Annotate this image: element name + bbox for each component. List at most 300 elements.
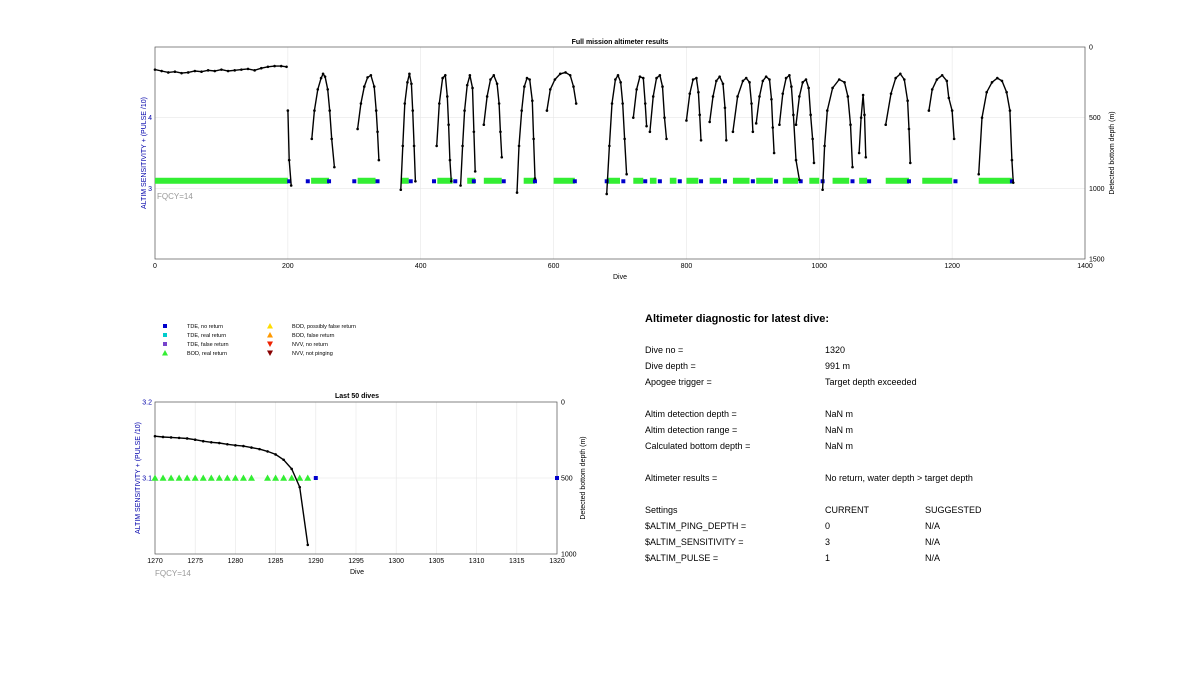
diag-label: Apogee trigger = bbox=[645, 377, 712, 387]
bottom-depth-point bbox=[194, 70, 197, 73]
settings-row-sensitivity bbox=[645, 537, 1045, 553]
x-tick-label: 1290 bbox=[308, 558, 324, 565]
tde-no-return-marker bbox=[306, 179, 310, 183]
bottom-depth-point bbox=[489, 78, 492, 81]
bottom-depth-point bbox=[266, 450, 269, 453]
bottom-depth-point bbox=[403, 102, 406, 105]
bottom-depth-point bbox=[755, 122, 758, 125]
chart1-ticks bbox=[148, 45, 1105, 271]
setting-label: $ALTIM_SENSITIVITY = bbox=[645, 537, 744, 547]
bottom-depth-point bbox=[795, 123, 798, 126]
bottom-depth-point bbox=[154, 68, 157, 71]
legend-triangle-down-icon bbox=[267, 342, 273, 348]
bottom-depth-point bbox=[858, 152, 861, 155]
bod-real-return-band bbox=[979, 178, 1012, 184]
y-left-tick-label: 3 bbox=[148, 185, 152, 193]
bod-real-return-band bbox=[484, 178, 502, 184]
bottom-depth-point bbox=[285, 65, 288, 68]
bod-real-return-band bbox=[733, 178, 750, 184]
tde-no-return-marker bbox=[555, 476, 559, 480]
legend-triangle-up-icon bbox=[267, 332, 273, 338]
bottom-depth-point bbox=[469, 74, 472, 77]
y-right-tick-label: 1000 bbox=[1089, 185, 1105, 193]
bod-real-return-band bbox=[859, 178, 867, 184]
bod-real-return-marker bbox=[152, 475, 159, 481]
bottom-depth-point bbox=[1005, 91, 1008, 94]
bottom-depth-point bbox=[792, 114, 795, 117]
bottom-depth-point bbox=[575, 102, 578, 105]
bottom-depth-point bbox=[619, 81, 622, 84]
tde-no-return-marker bbox=[502, 179, 506, 183]
bottom-depth-point bbox=[941, 74, 944, 77]
x-tick-label: 1280 bbox=[227, 558, 244, 565]
bottom-depth-point bbox=[695, 77, 698, 80]
legend-entry bbox=[267, 332, 335, 339]
bottom-depth-line bbox=[547, 72, 576, 110]
bottom-depth-line bbox=[710, 77, 727, 141]
bottom-depth-point bbox=[811, 138, 814, 141]
tde-no-return-marker bbox=[699, 179, 703, 183]
bottom-depth-point bbox=[233, 69, 236, 72]
bottom-depth-line bbox=[686, 78, 701, 140]
bottom-depth-point bbox=[174, 70, 177, 73]
chart1-ylabel-left: ALTIM SENSITIVITY + (PULSE /10) bbox=[141, 97, 148, 209]
bottom-depth-point bbox=[267, 65, 270, 68]
bottom-depth-point bbox=[946, 80, 949, 83]
bod-real-return-marker bbox=[248, 475, 255, 481]
bottom-depth-point bbox=[250, 446, 253, 449]
bottom-depth-point bbox=[838, 78, 841, 81]
bottom-depth-point bbox=[373, 85, 376, 88]
bottom-depth-line bbox=[437, 75, 452, 181]
bottom-depth-point bbox=[194, 438, 197, 441]
bottom-depth-point bbox=[762, 80, 765, 83]
diag-value: NaN m bbox=[825, 425, 854, 435]
bottom-depth-point bbox=[862, 94, 865, 97]
diag-value: NaN m bbox=[825, 441, 854, 451]
bottom-depth-point bbox=[360, 102, 363, 105]
diag-row-detection-range bbox=[645, 425, 1045, 441]
bottom-depth-point bbox=[290, 468, 293, 471]
bottom-depth-point bbox=[170, 436, 173, 439]
tde-no-return-marker bbox=[621, 179, 625, 183]
bottom-depth-point bbox=[363, 85, 366, 88]
bottom-depth-point bbox=[936, 78, 939, 81]
bottom-depth-point bbox=[644, 102, 647, 105]
tde-no-return-marker bbox=[352, 179, 356, 183]
bod-real-return-band bbox=[358, 178, 376, 184]
bottom-depth-point bbox=[953, 138, 956, 141]
settings-header-current: CURRENT bbox=[825, 505, 869, 515]
bottom-depth-line bbox=[886, 74, 911, 163]
bottom-depth-point bbox=[213, 70, 216, 73]
tde-no-return-marker bbox=[453, 179, 457, 183]
altimeter-diagnostic-panel bbox=[645, 313, 1045, 569]
bottom-depth-point bbox=[996, 77, 999, 80]
bottom-depth-point bbox=[722, 82, 725, 85]
bottom-depth-point bbox=[908, 128, 911, 131]
bottom-depth-point bbox=[498, 102, 501, 105]
bottom-depth-point bbox=[805, 78, 808, 81]
chart2-ylabel-right: Detected bottom depth (m) bbox=[580, 436, 587, 520]
bottom-depth-point bbox=[546, 109, 549, 112]
bottom-depth-point bbox=[758, 95, 761, 98]
bottom-depth-point bbox=[692, 78, 695, 81]
bottom-depth-point bbox=[718, 75, 721, 78]
bottom-depth-point bbox=[655, 77, 658, 80]
legend-svg bbox=[150, 318, 410, 368]
bottom-depth-point bbox=[449, 159, 452, 162]
bod-real-return-marker bbox=[232, 475, 239, 481]
tde-no-return-marker bbox=[723, 179, 727, 183]
y-left-tick-label: 4 bbox=[148, 115, 152, 123]
bottom-depth-point bbox=[809, 114, 812, 117]
bottom-depth-point bbox=[247, 68, 250, 71]
tde-no-return-marker bbox=[678, 179, 682, 183]
tde-no-return-marker bbox=[774, 179, 778, 183]
bottom-depth-point bbox=[486, 95, 489, 98]
bottom-depth-line bbox=[155, 436, 308, 545]
bottom-depth-line bbox=[461, 75, 476, 185]
bottom-depth-point bbox=[649, 131, 652, 134]
bottom-depth-point bbox=[788, 74, 791, 77]
setting-current: 3 bbox=[825, 537, 831, 547]
bottom-depth-point bbox=[474, 170, 477, 173]
bottom-depth-point bbox=[526, 77, 529, 80]
y-left-tick-label: 3.2 bbox=[142, 399, 152, 407]
bod-real-return-band bbox=[650, 178, 657, 184]
bottom-depth-point bbox=[466, 84, 469, 87]
bottom-depth-point bbox=[790, 85, 793, 88]
diag-value: 1320 bbox=[825, 345, 846, 355]
bottom-depth-point bbox=[771, 126, 774, 129]
bottom-depth-line bbox=[607, 75, 627, 194]
bottom-depth-point bbox=[909, 162, 912, 165]
bottom-depth-point bbox=[752, 131, 755, 134]
bod-real-return-marker bbox=[176, 475, 183, 481]
bottom-depth-point bbox=[795, 159, 798, 162]
bottom-depth-point bbox=[370, 74, 373, 77]
bod-real-return-band bbox=[155, 178, 288, 184]
x-tick-label: 0 bbox=[153, 263, 157, 270]
bottom-depth-point bbox=[298, 486, 301, 489]
bod-real-return-marker bbox=[184, 475, 191, 481]
bod-real-return-band bbox=[756, 178, 773, 184]
bottom-depth-point bbox=[461, 145, 464, 148]
bottom-depth-point bbox=[847, 95, 850, 98]
bottom-depth-point bbox=[240, 68, 243, 71]
bottom-depth-point bbox=[635, 88, 638, 91]
y-left-tick-label: 3.1 bbox=[142, 475, 152, 483]
chart2-marks bbox=[152, 435, 560, 546]
bottom-depth-point bbox=[663, 116, 666, 119]
last-50-dives-chart bbox=[0, 385, 600, 685]
bod-real-return-band bbox=[311, 178, 329, 184]
bottom-depth-point bbox=[324, 75, 327, 78]
settings-header-suggested: SUGGESTED bbox=[925, 505, 982, 515]
legend-triangle-down-icon bbox=[267, 351, 273, 357]
bottom-depth-point bbox=[863, 114, 866, 117]
bottom-depth-point bbox=[750, 102, 753, 105]
bottom-depth-point bbox=[441, 77, 444, 80]
tde-no-return-marker bbox=[573, 179, 577, 183]
bottom-depth-point bbox=[813, 162, 816, 165]
tde-no-return-marker bbox=[851, 179, 855, 183]
bottom-depth-line bbox=[756, 77, 774, 153]
legend-triangle-up-icon bbox=[267, 323, 273, 329]
bottom-depth-point bbox=[748, 81, 751, 84]
chart1-fqcy-annotation: FQCY=14 bbox=[157, 192, 193, 201]
bottom-depth-point bbox=[742, 80, 745, 83]
bod-real-return-band bbox=[922, 178, 952, 184]
bottom-depth-point bbox=[798, 95, 801, 98]
settings-header-label: Settings bbox=[645, 505, 678, 515]
bottom-depth-point bbox=[306, 544, 309, 547]
bottom-depth-point bbox=[617, 74, 620, 77]
chart1-xlabel: Dive bbox=[612, 274, 628, 281]
bottom-depth-point bbox=[725, 139, 728, 142]
tde-no-return-marker bbox=[376, 179, 380, 183]
bottom-depth-point bbox=[899, 73, 902, 76]
bottom-depth-point bbox=[981, 116, 984, 119]
bottom-depth-point bbox=[473, 131, 476, 134]
bottom-depth-point bbox=[483, 123, 486, 126]
x-tick-label: 1320 bbox=[549, 558, 565, 565]
diag-label: Calculated bottom depth = bbox=[645, 441, 751, 451]
bottom-depth-point bbox=[287, 109, 290, 112]
bottom-depth-point bbox=[621, 102, 624, 105]
bottom-depth-point bbox=[447, 123, 450, 126]
legend-entry bbox=[163, 324, 223, 330]
bottom-depth-line bbox=[484, 75, 502, 157]
bottom-depth-point bbox=[951, 109, 954, 112]
bottom-depth-point bbox=[520, 109, 523, 112]
bottom-depth-point bbox=[860, 116, 863, 119]
bottom-depth-point bbox=[399, 188, 402, 191]
bottom-depth-point bbox=[154, 435, 157, 438]
legend-entry bbox=[267, 323, 356, 330]
bottom-depth-point bbox=[242, 445, 245, 448]
bottom-depth-point bbox=[798, 179, 801, 182]
legend-square-icon bbox=[163, 324, 167, 328]
bottom-depth-point bbox=[715, 80, 718, 83]
bottom-depth-point bbox=[785, 77, 788, 80]
bottom-depth-point bbox=[843, 81, 846, 84]
bottom-depth-point bbox=[406, 81, 409, 84]
bod-real-return-band bbox=[886, 178, 909, 184]
chart1-title: Full mission altimeter results bbox=[571, 39, 669, 46]
bottom-depth-line bbox=[779, 75, 799, 180]
x-tick-label: 1300 bbox=[388, 558, 404, 565]
bottom-depth-point bbox=[450, 180, 453, 183]
bottom-depth-point bbox=[333, 166, 336, 169]
legend-square-icon bbox=[163, 333, 167, 337]
bottom-depth-point bbox=[991, 81, 994, 84]
bod-real-return-marker bbox=[208, 475, 215, 481]
bottom-depth-point bbox=[642, 77, 645, 80]
diag-label: Dive no = bbox=[645, 345, 684, 355]
bottom-depth-point bbox=[187, 71, 190, 74]
bottom-depth-line bbox=[401, 74, 416, 190]
legend-label: BOD, possibly false return bbox=[292, 324, 356, 330]
setting-suggested: N/A bbox=[925, 521, 941, 531]
x-tick-label: 1315 bbox=[509, 558, 525, 565]
bottom-depth-point bbox=[823, 145, 826, 148]
bottom-depth-point bbox=[745, 77, 748, 80]
legend-label: BOD, real return bbox=[187, 351, 228, 357]
tde-no-return-marker bbox=[867, 179, 871, 183]
bottom-depth-point bbox=[685, 119, 688, 122]
bottom-depth-point bbox=[492, 74, 495, 77]
bottom-depth-point bbox=[890, 92, 893, 95]
legend-label: NVV, no return bbox=[292, 342, 328, 348]
chart2-title: Last 50 dives bbox=[335, 393, 379, 400]
bottom-depth-point bbox=[326, 88, 329, 91]
bottom-depth-point bbox=[210, 441, 213, 444]
tde-no-return-marker bbox=[658, 179, 662, 183]
bottom-depth-point bbox=[851, 166, 854, 169]
bottom-depth-point bbox=[459, 184, 462, 187]
setting-current: 1 bbox=[825, 553, 831, 563]
tde-no-return-marker bbox=[533, 179, 537, 183]
bod-real-return-marker bbox=[200, 475, 207, 481]
bottom-depth-point bbox=[1012, 181, 1015, 184]
bottom-depth-point bbox=[614, 78, 617, 81]
bottom-depth-point bbox=[290, 184, 293, 187]
bottom-depth-point bbox=[471, 87, 474, 90]
bottom-depth-line bbox=[733, 78, 753, 132]
x-tick-label: 1400 bbox=[1077, 263, 1093, 270]
diag-row-dive-depth bbox=[645, 361, 1045, 377]
bottom-depth-point bbox=[625, 173, 628, 176]
y-right-tick-label: 500 bbox=[561, 475, 573, 483]
chart1-marks bbox=[154, 65, 1015, 196]
bottom-depth-point bbox=[523, 85, 526, 88]
bottom-depth-point bbox=[378, 159, 381, 162]
bod-real-return-band bbox=[633, 178, 643, 184]
bottom-depth-point bbox=[413, 145, 416, 148]
bottom-depth-point bbox=[736, 95, 739, 98]
tde-no-return-marker bbox=[751, 179, 755, 183]
bottom-depth-point bbox=[444, 74, 447, 77]
x-tick-label: 600 bbox=[547, 263, 560, 270]
bottom-depth-point bbox=[320, 77, 323, 80]
x-tick-label: 1275 bbox=[187, 558, 203, 565]
x-tick-label: 1285 bbox=[267, 558, 284, 565]
bottom-depth-line bbox=[796, 80, 814, 163]
x-tick-label: 1270 bbox=[147, 558, 163, 565]
legend-square-icon bbox=[163, 342, 167, 346]
tde-no-return-marker bbox=[409, 179, 413, 183]
legend-label: TDE, false return bbox=[187, 342, 229, 348]
bottom-depth-line bbox=[312, 74, 335, 167]
bottom-depth-point bbox=[463, 109, 466, 112]
legend-label: TDE, no return bbox=[187, 324, 224, 330]
bottom-depth-line bbox=[650, 75, 667, 139]
bottom-depth-point bbox=[414, 180, 417, 183]
bod-real-return-marker bbox=[304, 475, 311, 481]
legend-label: NVV, not pinging bbox=[292, 351, 333, 357]
diag-label: Altimeter results = bbox=[645, 473, 718, 483]
bod-real-return-marker bbox=[160, 475, 167, 481]
bottom-depth-point bbox=[770, 98, 773, 101]
diagnostic-title: Altimeter diagnostic for latest dive: bbox=[645, 313, 829, 325]
bottom-depth-point bbox=[218, 442, 221, 445]
bottom-depth-point bbox=[1001, 80, 1004, 83]
bottom-depth-point bbox=[611, 102, 614, 105]
bottom-depth-line bbox=[859, 95, 866, 157]
setting-suggested: N/A bbox=[925, 553, 941, 563]
bottom-depth-point bbox=[781, 92, 784, 95]
diag-row-results bbox=[645, 473, 1045, 489]
y-right-tick-label: 1000 bbox=[561, 551, 577, 559]
bottom-depth-point bbox=[410, 82, 413, 85]
bottom-depth-point bbox=[227, 70, 230, 73]
bottom-depth-point bbox=[532, 138, 535, 141]
x-tick-label: 800 bbox=[680, 263, 693, 270]
legend-entry bbox=[267, 342, 328, 349]
bottom-depth-point bbox=[928, 109, 931, 112]
diag-row-detection-depth bbox=[645, 409, 1045, 425]
bottom-depth-point bbox=[273, 65, 276, 68]
bottom-depth-point bbox=[408, 73, 411, 76]
bod-real-return-marker bbox=[224, 475, 231, 481]
diag-label: Dive depth = bbox=[645, 361, 696, 371]
bottom-depth-point bbox=[554, 78, 557, 81]
bottom-depth-point bbox=[288, 159, 291, 162]
bottom-depth-point bbox=[765, 75, 768, 78]
marker-legend bbox=[150, 318, 410, 368]
bod-real-return-band bbox=[710, 178, 721, 184]
legend-entry bbox=[163, 333, 226, 339]
bottom-depth-point bbox=[700, 139, 703, 142]
bottom-depth-point bbox=[200, 70, 203, 73]
legend-entry bbox=[163, 342, 229, 348]
bottom-depth-point bbox=[313, 109, 316, 112]
diag-row-dive-no bbox=[645, 345, 1045, 361]
bottom-depth-point bbox=[894, 77, 897, 80]
chart1-ylabel-right: Detected bottom depth (m) bbox=[1109, 111, 1116, 195]
bottom-depth-point bbox=[178, 437, 181, 440]
chart2-fqcy-annotation: FQCY=14 bbox=[155, 569, 191, 578]
bottom-depth-point bbox=[260, 67, 263, 70]
bottom-depth-point bbox=[632, 116, 635, 119]
settings-header-row bbox=[645, 505, 1045, 521]
bottom-depth-point bbox=[438, 102, 441, 105]
diag-label: Altim detection depth = bbox=[645, 409, 737, 419]
y-right-tick-label: 1500 bbox=[1089, 256, 1105, 264]
bottom-depth-point bbox=[220, 68, 223, 71]
bottom-depth-point bbox=[549, 88, 552, 91]
bottom-depth-point bbox=[180, 72, 183, 75]
setting-suggested: N/A bbox=[925, 537, 941, 547]
setting-label: $ALTIM_PING_DEPTH = bbox=[645, 521, 747, 531]
bottom-depth-point bbox=[768, 78, 771, 81]
bottom-depth-point bbox=[661, 85, 664, 88]
bottom-depth-point bbox=[376, 131, 379, 134]
bottom-depth-point bbox=[496, 82, 499, 85]
bottom-depth-point bbox=[652, 95, 655, 98]
x-tick-label: 200 bbox=[282, 263, 294, 270]
bottom-depth-point bbox=[645, 125, 648, 128]
bottom-depth-point bbox=[162, 436, 165, 439]
tde-no-return-marker bbox=[327, 179, 331, 183]
bottom-depth-point bbox=[1009, 109, 1012, 112]
bottom-depth-point bbox=[310, 138, 313, 141]
x-tick-label: 1000 bbox=[811, 263, 828, 270]
bottom-depth-point bbox=[948, 97, 951, 100]
bod-real-return-marker bbox=[272, 475, 279, 481]
